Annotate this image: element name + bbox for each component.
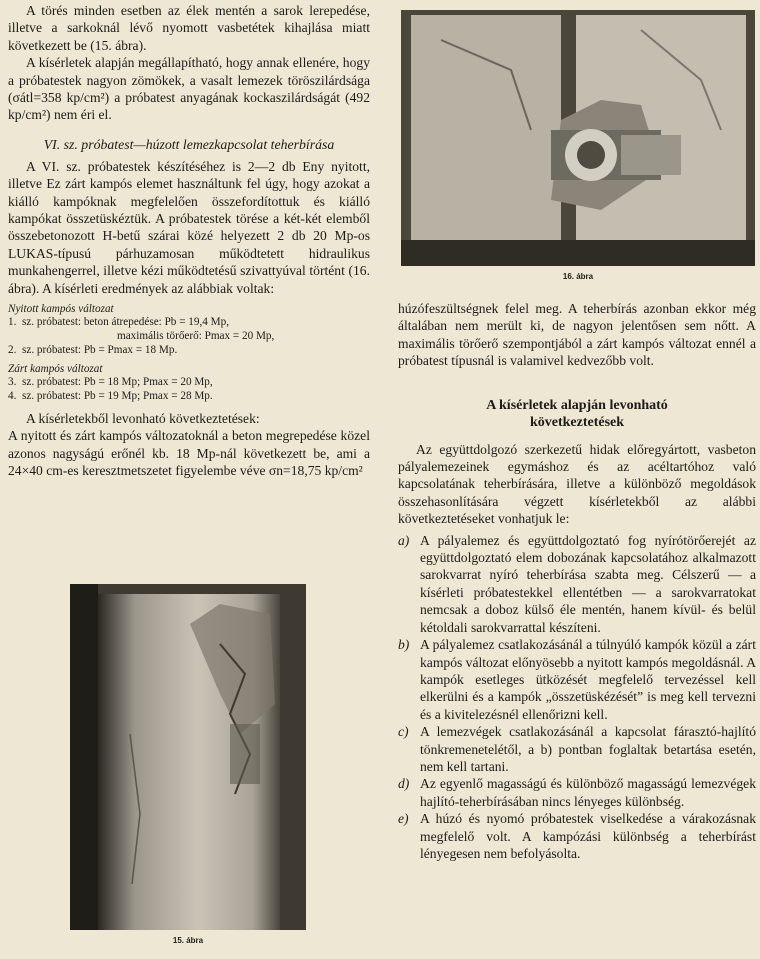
- paragraph: A VI. sz. próbatestek készítéséhez is 2—2 db Eny nyitott, illetve Ez zárt kampós elemet használtunk fel úgy, hogy azokat a kiálló kampóknak megfelelően összefordítottuk és kiálló kampókat összetüskéztük. A próbatestek törése a két-két elemből összebetonozott H-betű szárai közé helyezett 2 db 20 Mp-os LUKAS-típusú párhuzamosan működtetett hidraulikus munkahengerrel, illetve kézi működtetésű szivattyúval történt (16. ábra). A kísérleti eredmények az alábbiak voltak:: [8, 158, 370, 296]
- paragraph: A nyitott és zárt kampós változatoknál a beton megrepedése közel azonos nagyságú erőnél kb. 18 Mp-nál következett be, ami a 24×40 cm-es keresztmetszetet figyelembe véve σn=18,75 kp/cm²: [8, 428, 370, 479]
- list-item: b) A pályalemez csatlakozásánál a túlnyúló kampók közül a zárt kampós változat előnyösebb a nyitott kampós megoldásnál. A kampók esetleges ütközését megfelelő tervezéssel kell elkerülni és a kampók „összetüskézését” is meg kell tervezni és a kivitelezésnél ellenőrizni kell.: [398, 637, 757, 722]
- list-item: c) A lemezvégek csatlakozásánál a kapcsolat fárasztó-hajlító tönkremenetelétől, a b) pontban foglaltak betartása esetén, nem kell tartani.: [398, 724, 756, 774]
- result-row: 4. sz. próbatest: Pb = 19 Mp; Pmax = 28 Mp.: [8, 390, 213, 403]
- section-heading: VI. sz. próbatest—húzott lemezkapcsolat teherbírása: [43, 136, 335, 152]
- figure-15-photo: [70, 584, 306, 930]
- result-row: 1. sz. próbatest: beton átrepedése: Pb = 19,4 Mp,: [8, 316, 230, 329]
- paragraph: Az együttdolgozó szerkezetű hidak előregyártott, vasbeton pályalemezeinek egymáshoz és az acéltartóhoz való kapcsolatának teherbírására, illetve a különböző megoldások összehasonlítására végzett kísérletekből az alábbi következtetéseket vonhatjuk le:: [398, 441, 756, 527]
- result-row: maximális törőerő: Pmax = 20 Mp,: [117, 329, 275, 342]
- results-subheading: Nyitott kampós változat: [8, 303, 114, 316]
- right-column: [398, 300, 756, 862]
- conclusions-list: [398, 532, 756, 863]
- result-row: 2. sz. próbatest: Pb = Pmax = 18 Mp.: [8, 343, 178, 356]
- paragraph: A kísérletekből levonható következtetések:: [26, 411, 260, 427]
- paragraph: A kísérletek alapján megállapítható, hogy annak ellenére, hogy a próbatestek nagyon zömökek, a vasalt lemezek töröszilárdsága (σátl=358 kp/cm²) a próbatest anyagának kockaszilárdságát (492 kp/cm²) nem éri el.: [8, 55, 370, 123]
- list-item: e) A húzó és nyomó próbatestek viselkedése a várakozásnak megfelelő volt. A kampózási különbség a teherbírást lényegesen nem befolyásolta.: [398, 811, 756, 861]
- result-row: 3. sz. próbatest: Pb = 18 Mp; Pmax = 20 Mp,: [8, 376, 213, 389]
- list-item: a) A pályalemez és együttdolgoztató fog nyírótörőerejét az együttdolgoztató elem dobozának kapcsolatához alkalmazott sarokvarrat nyíró teherbírása szabta meg. Célszerű — a kísérleti próbatestekkel ellentétben — a sarokvarratokat nemcsak a doboz külső éle mentén, hanem kívül- és belül kétoldali sarokvarrattal készíteni.: [398, 532, 756, 635]
- section-heading: A kísérletek alapján levonható következtetések: [486, 397, 668, 430]
- paragraph: húzófeszültségnek felel meg. A teherbírás azonban ekkor még általában nem merült ki, de nagyon jelentősen sem nőtt. A maximális törőerő szempontjából a zárt kampós változat ennél a próbatest típusnál is valamivel kedvezőbb volt.: [398, 301, 756, 369]
- results-subheading: Zárt kampós változat: [8, 363, 103, 376]
- paragraph: A törés minden esetben az élek mentén a sarok lerepedése, illetve a sarkoknál lévő nyomott vasbetétek kihajlása miatt következett be (15. ábra).: [8, 3, 370, 53]
- figure-16-photo: [401, 10, 755, 266]
- list-item: d) Az egyenlő magasságú és különböző magasságú lemezvégek hajlító-teherbírásában nincs lényeges különbség.: [398, 776, 756, 809]
- left-column: [8, 0, 370, 480]
- figure-16-caption: 16. ábra: [562, 272, 594, 281]
- figure-15-caption: 15. ábra: [172, 936, 204, 945]
